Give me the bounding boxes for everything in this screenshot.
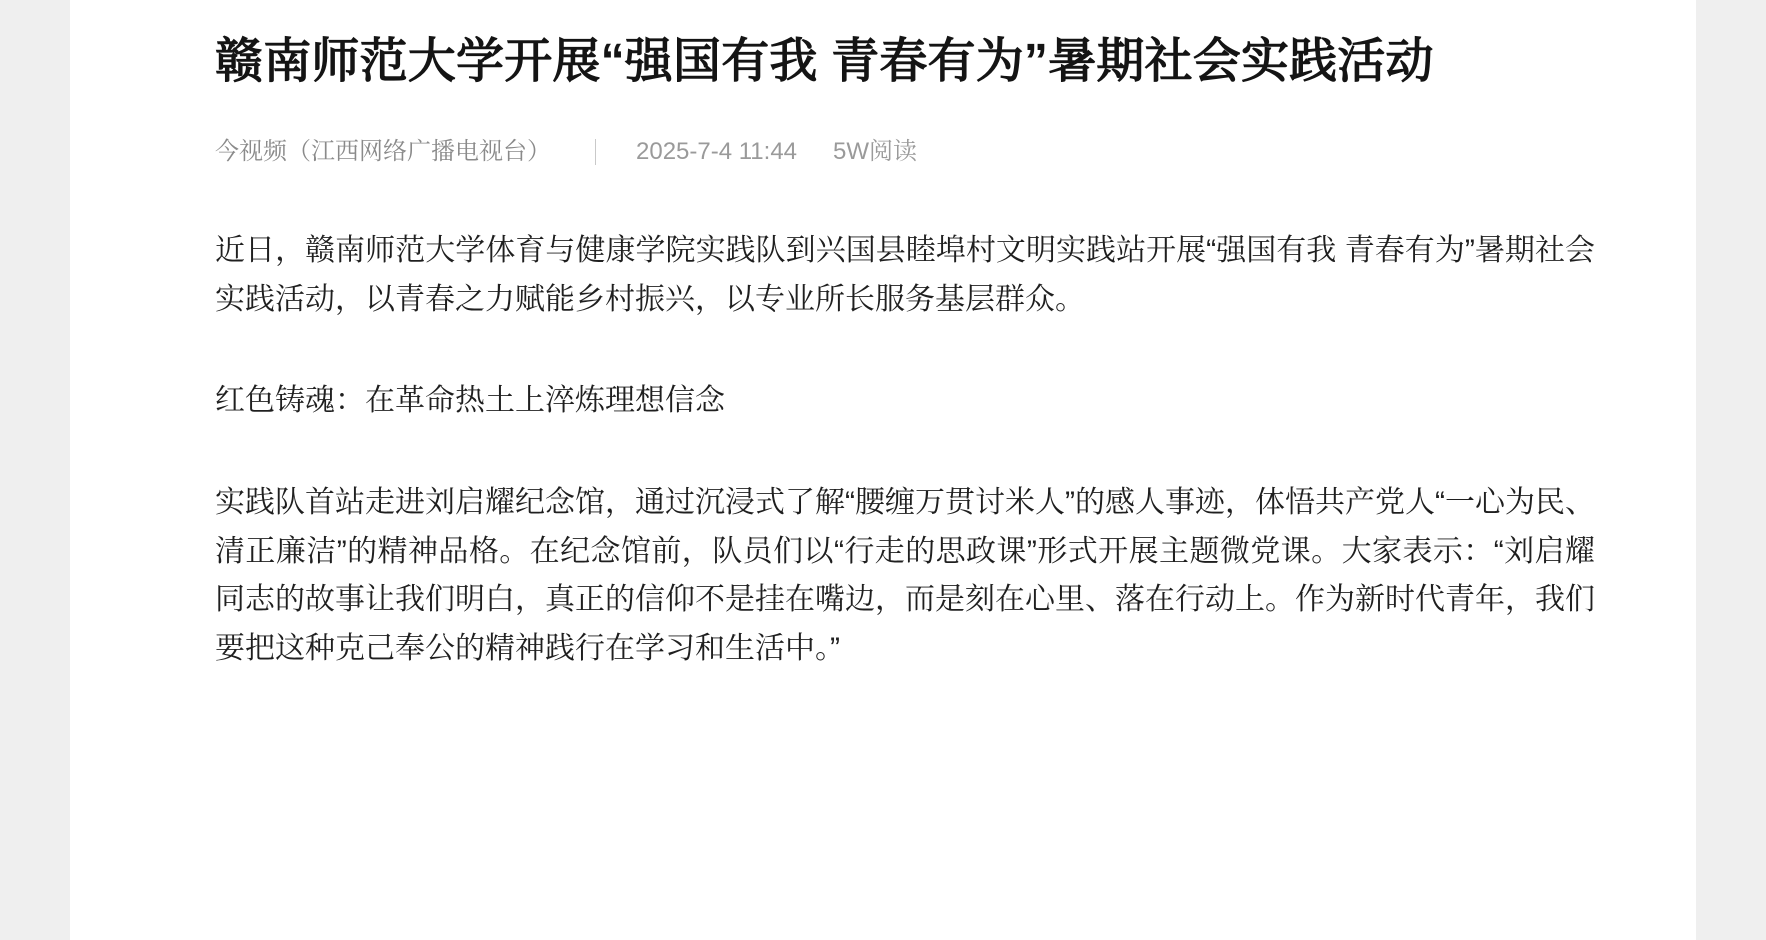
article-content bbox=[70, 0, 1696, 674]
article-read-count: 5W阅读 bbox=[833, 138, 918, 166]
page-title: 赣南师范大学开展“强国有我 青春有为”暑期社会实践活动 bbox=[215, 35, 1434, 88]
article-timestamp: 2025-7-4 11:44 bbox=[636, 138, 798, 166]
article-paragraph: 实践队首站走进刘启耀纪念馆，通过沉浸式了解“腰缠万贯讨米人”的感人事迹，体悟共产党人“一心为民、清正廉洁”的精神品格。在纪念馆前，队员们以“行走的思政课”形式开展主题微党课。大家表示：“刘启耀同志的故事让我们明白，真正的信仰不是挂在嘴边，而是刻在心里、落在行动上。作为新时代青年，我们要把这种克己奉公的精神践行在学习和生活中。” bbox=[215, 486, 1595, 665]
article-sheet bbox=[70, 0, 1696, 940]
article-paragraph: 近日，赣南师范大学体育与健康学院实践队到兴国县睦埠村文明实践站开展“强国有我 青春有为”暑期社会实践活动，以青春之力赋能乡村振兴，以专业所长服务基层群众。 bbox=[215, 234, 1595, 316]
meta-divider bbox=[595, 139, 596, 165]
article-meta bbox=[215, 139, 1616, 165]
article-source: 今视频（江西网络广播电视台） bbox=[215, 138, 551, 166]
article-subheading: 红色铸魂：在革命热土上淬炼理想信念 bbox=[215, 383, 725, 417]
article-body bbox=[215, 227, 1616, 673]
